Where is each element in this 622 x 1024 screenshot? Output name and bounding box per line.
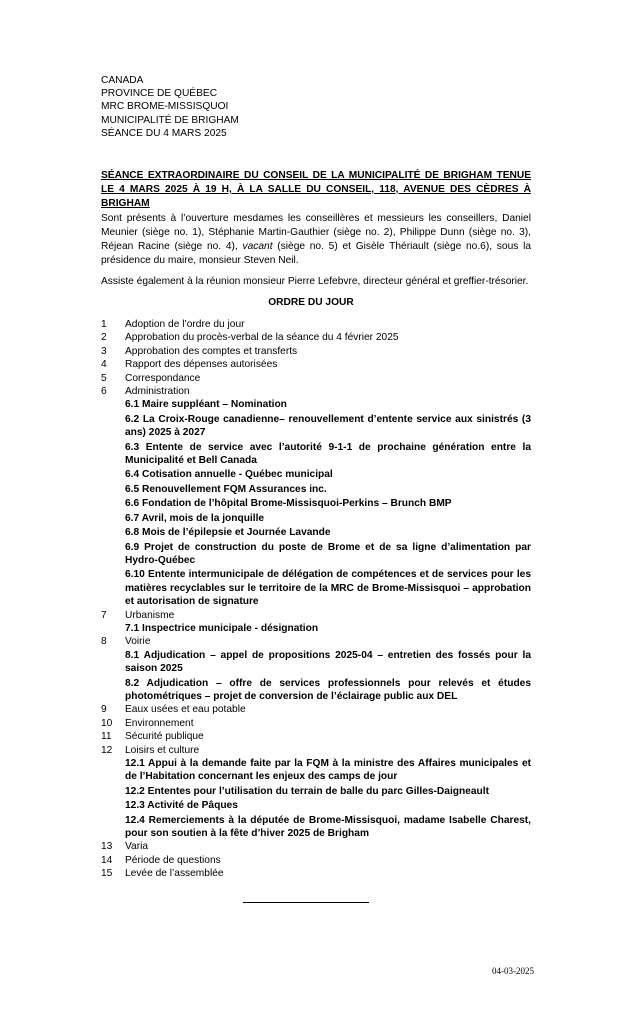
agenda-item-label: Urbanisme xyxy=(125,609,175,621)
header-line-session: SÉANCE DU 4 MARS 2025 xyxy=(101,127,227,139)
agenda-subitem: 8.1 Adjudication – appel de propositions 2025-04 – entretien des fossés pour la saison 2025 xyxy=(125,649,531,675)
agenda-item xyxy=(101,854,531,867)
agenda-item-number: 2 xyxy=(101,332,107,344)
agenda-item-number: 13 xyxy=(101,841,113,853)
agenda-item xyxy=(101,331,531,344)
agenda-item-number: 4 xyxy=(101,359,107,371)
attendance-outro: (siège no. 5) et Gisèle Thériault (siège no.6), sous la présidence du maire, monsieur Steven Neil. xyxy=(101,241,531,266)
agenda-item-number: 1 xyxy=(101,319,107,330)
agenda-item-label: Approbation du procès-verbal de la séance du 4 février 2025 xyxy=(125,332,399,344)
agenda-item xyxy=(101,372,531,385)
agenda-item-number: 11 xyxy=(101,731,112,743)
agenda-item xyxy=(101,318,531,331)
agenda-subitem: 6.7 Avril, mois de la jonquille xyxy=(125,512,265,524)
agenda-item-label: Loisirs et culture xyxy=(125,744,200,756)
agenda-item xyxy=(101,840,531,853)
agenda-item-label: Levée de l’assemblée xyxy=(125,868,224,880)
agenda-item-number: 14 xyxy=(101,854,113,866)
agenda-item-label: Eaux usées et eau potable xyxy=(125,704,246,716)
agenda-item-number: 3 xyxy=(101,345,107,357)
agenda-item xyxy=(101,385,531,609)
agenda-heading: ORDRE DU JOUR xyxy=(268,297,354,308)
agenda-item-number: 6 xyxy=(101,386,107,398)
agenda-list xyxy=(101,318,531,881)
header-line-province: PROVINCE DE QUÉBEC xyxy=(101,88,218,100)
agenda-item-label: Approbation des comptes et transferts xyxy=(125,345,298,357)
agenda-subitem: 6.2 La Croix-Rouge canadienne– renouvellement d’entente service aux sinistrés (3 ans) 2025 à 2027 xyxy=(125,413,531,439)
agenda-subitem: 12.2 Ententes pour l’utilisation du terrain de balle du parc Gilles-Daigneault xyxy=(125,785,489,797)
agenda-item-label: Varia xyxy=(125,841,149,853)
agenda-item-label: Sécurité publique xyxy=(125,731,204,743)
agenda-subitem: 6.10 Entente intermunicipale de délégation de compétences et de services pour les matières recyclables sur le territoire de la MRC de Brome-Missisquoi – approbation et autorisation de signature xyxy=(125,569,531,608)
agenda-subitem: 12.1 Appui à la demande faite par la FQM à la ministre des Affaires municipales et de l’Habitation concernant les enjeux des camps de jour xyxy=(125,758,531,783)
agenda-subitem: 6.8 Mois de l’épilepsie et Journée Lavande xyxy=(125,527,331,539)
agenda-item xyxy=(101,358,531,371)
header-line-municipality: MUNICIPALITÉ DE BRIGHAM xyxy=(101,114,239,126)
document-header xyxy=(101,74,239,140)
agenda-item-label: Environnement xyxy=(125,717,194,729)
agenda-item-number: 5 xyxy=(101,372,107,384)
agenda-subitem: 6.9 Projet de construction du poste de Brome et de sa ligne d’alimentation par Hydro-Québec xyxy=(125,541,531,566)
agenda-subitem: 6.5 Renouvellement FQM Assurances inc. xyxy=(125,483,327,495)
agenda-item xyxy=(101,609,531,636)
agenda-item xyxy=(101,744,531,841)
agenda-item xyxy=(101,635,531,703)
agenda-item-number: 12 xyxy=(101,744,113,756)
agenda-item-label: Période de questions xyxy=(125,854,221,866)
attendance-intro: Sont présents à l’ouverture mesdames les conseillères et messieurs les conseillers, Daniel Meunier (siège no. 1), Stéphanie Martin-Gauthier (siège no. 2), Philippe Dunn (siège no. 3), Réjean Racine (siège no. 4), xyxy=(101,213,531,252)
agenda-item xyxy=(101,730,531,743)
agenda-item-number: 8 xyxy=(101,636,107,648)
agenda-subitem: 6.6 Fondation de l’hôpital Brome-Missisquoi-Perkins – Brunch BMP xyxy=(125,498,452,510)
agenda-item xyxy=(101,703,531,716)
agenda-item-number: 10 xyxy=(101,717,113,729)
signature-line xyxy=(243,902,369,903)
agenda-item-label: Correspondance xyxy=(125,372,201,384)
agenda-item-number: 9 xyxy=(101,704,107,716)
agenda-item-number: 15 xyxy=(101,868,113,880)
agenda-item-label: Administration xyxy=(125,386,190,398)
header-line-mrc: MRC BROME-MISSISQUOI xyxy=(101,101,229,113)
agenda-item-label: Adoption de l’ordre du jour xyxy=(125,319,245,330)
attendance-paragraph xyxy=(101,212,531,268)
attendance-vacant: vacant xyxy=(242,241,273,252)
agenda-subitem: 12.3 Activité de Pâques xyxy=(125,800,238,812)
agenda-item-label: Voirie xyxy=(125,636,151,648)
agenda-subitem: 6.4 Cotisation annuelle - Québec municipal xyxy=(125,469,333,481)
agenda-item-label: Rapport des dépenses autorisées xyxy=(125,359,278,371)
agenda-item xyxy=(101,345,531,358)
agenda-item xyxy=(101,867,531,880)
agenda-subitem: 7.1 Inspectrice municipale - désignation xyxy=(125,622,319,634)
header-line-country: CANADA xyxy=(101,75,144,86)
agenda-item xyxy=(101,717,531,730)
agenda-subitem: 6.3 Entente de service avec l’autorité 9-1-1 de prochaine génération entre la Municipalité et Bell Canada xyxy=(125,441,531,467)
also-present-paragraph: Assiste également à la réunion monsieur Pierre Lefebvre, directeur général et greffier-trésorier. xyxy=(101,276,529,287)
agenda-subitem: 12.4 Remerciements à la députée de Brome-Missisquoi, madame Isabelle Charest, pour son soutien à la fête d’hiver 2025 de Brigham xyxy=(125,814,531,840)
agenda-item-number: 7 xyxy=(101,609,107,621)
meeting-title: SÉANCE EXTRAORDINAIRE DU CONSEIL DE LA MUNICIPALITÉ DE BRIGHAM TENUE LE 4 MARS 2025 À 19 H, À LA SALLE DU CONSEIL, 118, AVENUE DES CÈDRES À BRIGHAM xyxy=(101,170,531,209)
footer-date: 04-03-2025 xyxy=(492,966,534,976)
agenda-subitem: 8.2 Adjudication – offre de services professionnels pour relevés et études photométriques – projet de conversion de l’éclairage public aux DEL xyxy=(125,677,531,702)
agenda-subitem: 6.1 Maire suppléant – Nomination xyxy=(125,399,287,411)
